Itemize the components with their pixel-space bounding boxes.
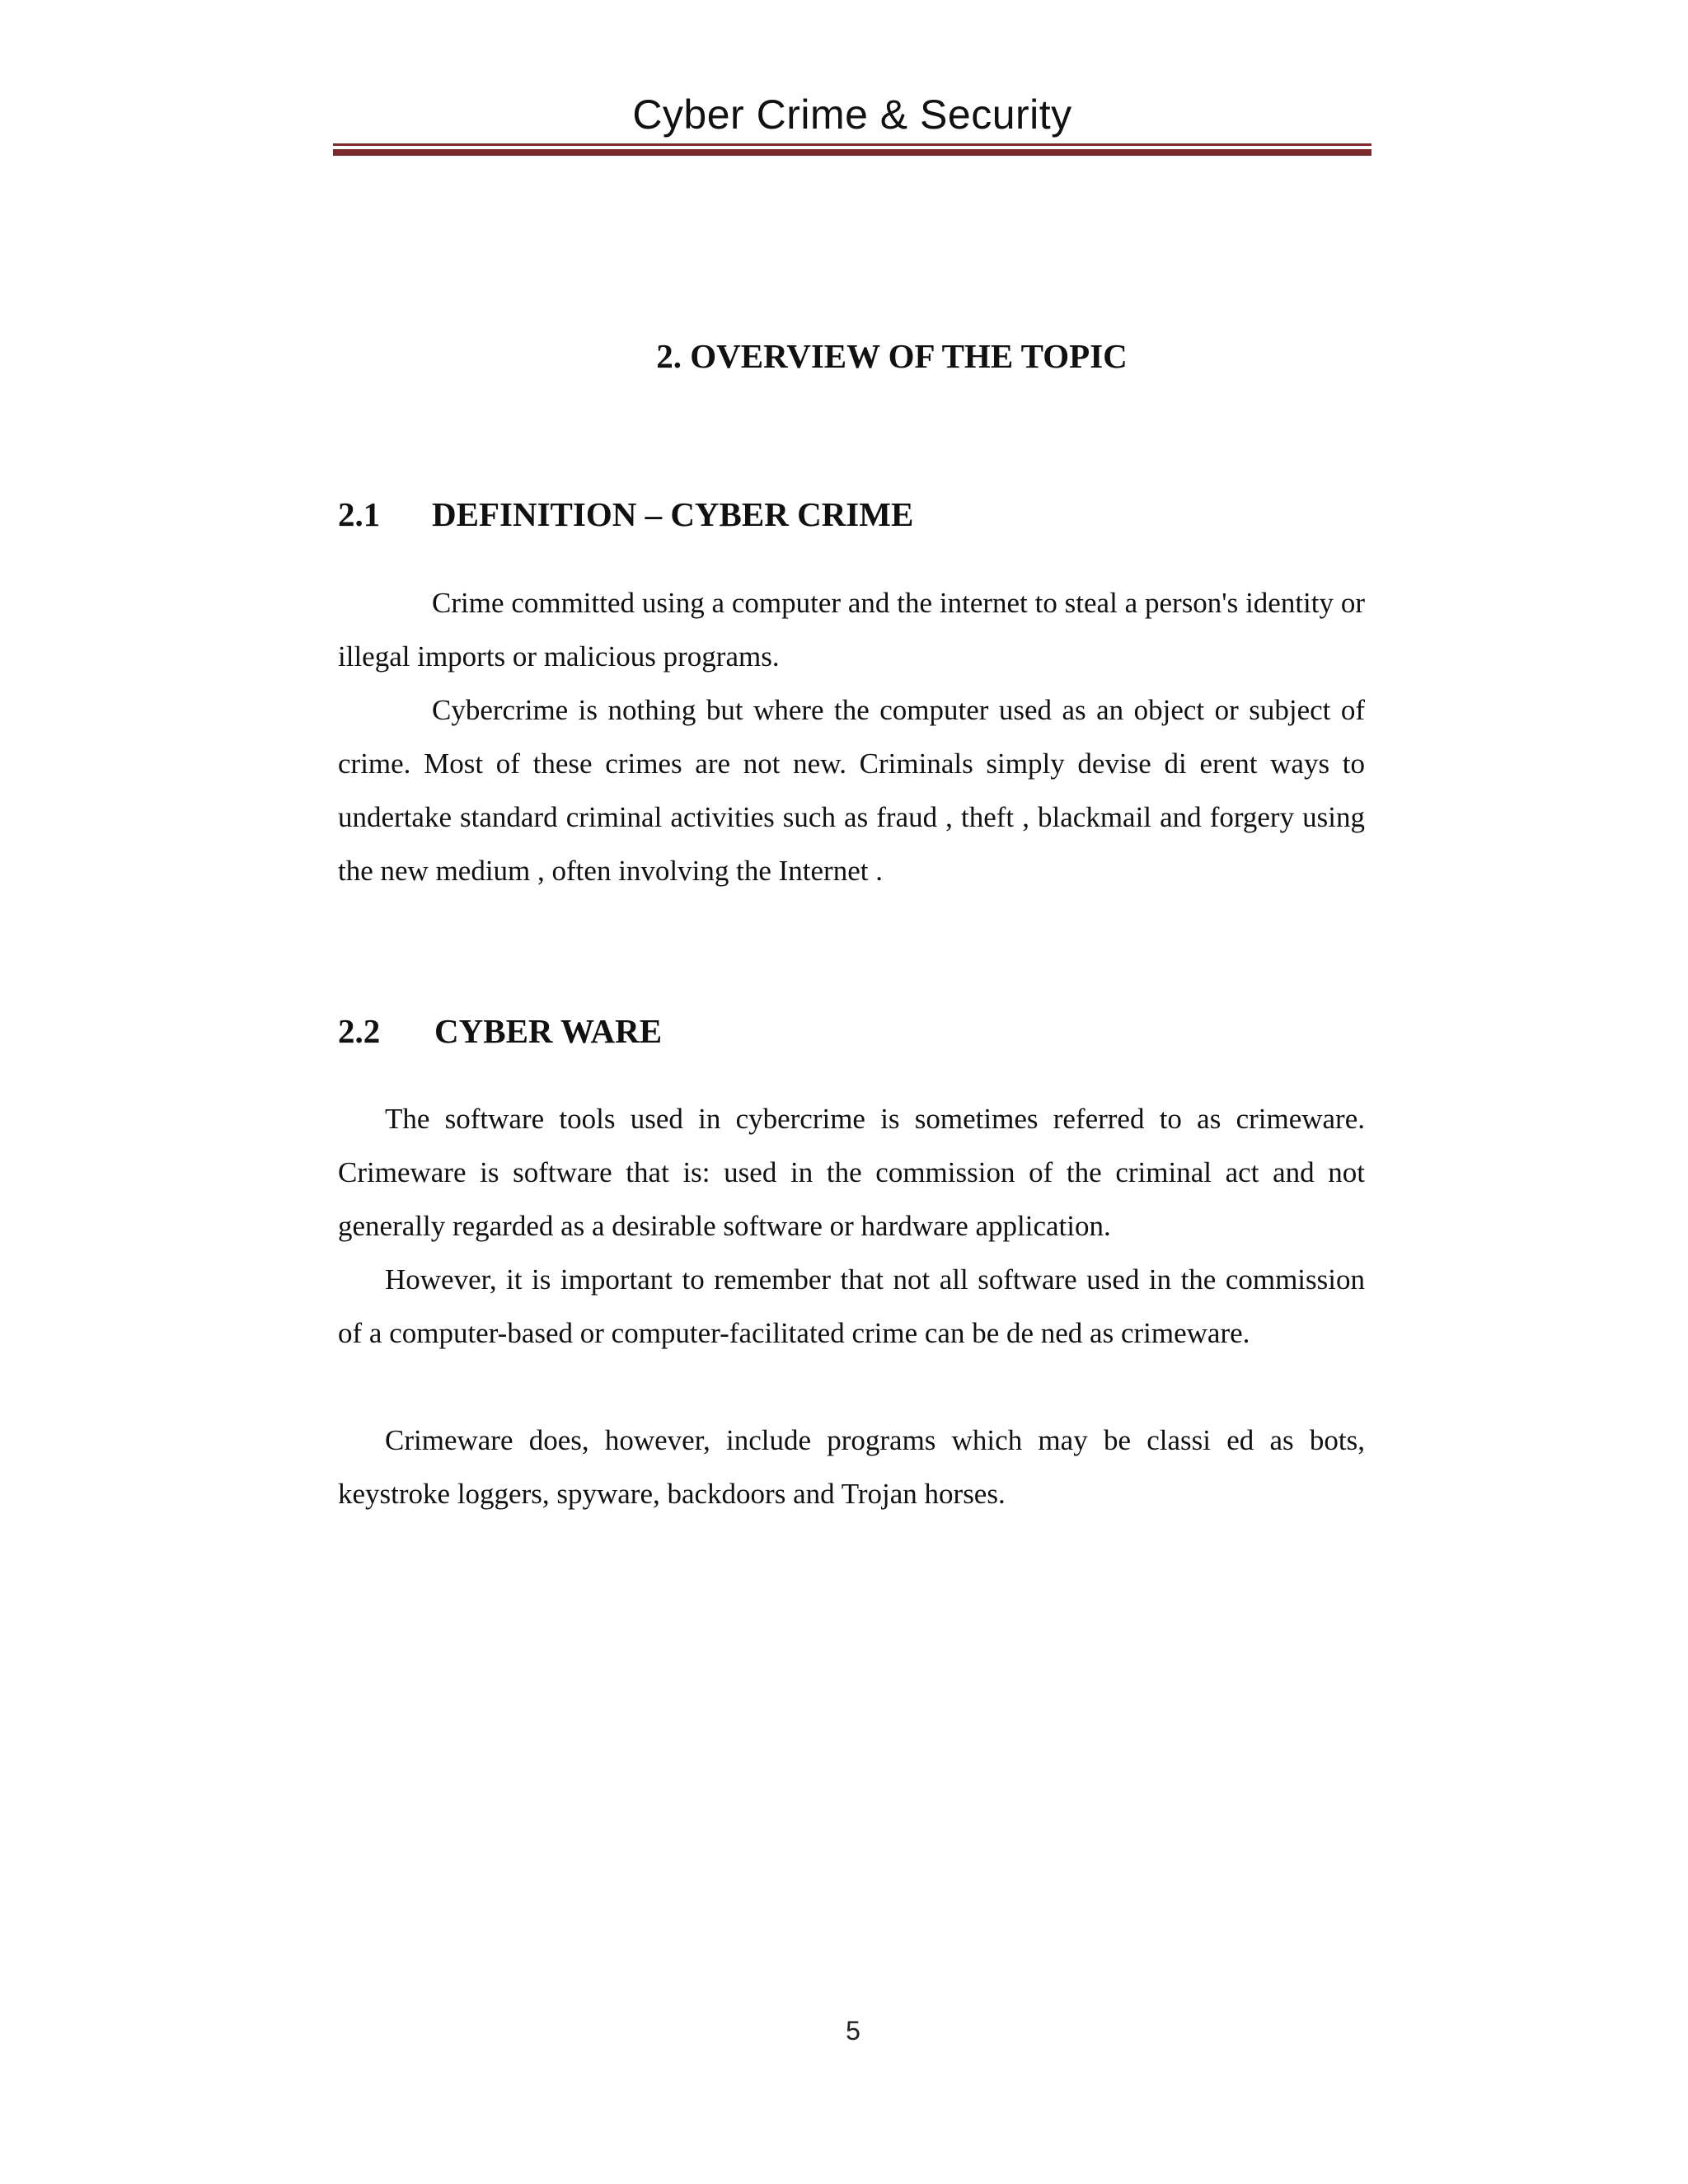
section-heading-definition xyxy=(338,492,913,537)
paragraph: However, it is important to remember that not all software used in the commission of a computer-based or computer-facilitated crime can be de ned as crimeware. xyxy=(338,1263,1365,1349)
paragraph: Cybercrime is nothing but where the computer used as an object or subject of crime. Most of these crimes are not new. Criminals simply devise di erent ways to undertake standard criminal activities such as fraud , theft , blackmail and forgery using the new medium , often involving the Internet . xyxy=(338,694,1365,887)
running-header-title: Cyber Crime & Security xyxy=(632,91,1072,138)
header-rule-thin xyxy=(333,143,1372,146)
section-number: 2.2 xyxy=(338,1012,381,1050)
chapter-title: 2. OVERVIEW OF THE TOPIC xyxy=(656,337,1128,376)
paragraph: Crime committed using a computer and the internet to steal a person's identity or illegal imports or malicious programs. xyxy=(338,587,1365,673)
paragraph: Crimeware does, however, include programs which may be classi ed as bots, keystroke loggers, spyware, backdoors and Trojan horses. xyxy=(338,1424,1365,1510)
header-rule-thick xyxy=(333,149,1372,156)
section-heading-cyber-ware xyxy=(338,1009,662,1053)
paragraph: The software tools used in cybercrime is sometimes referred to as crimeware. Crimeware is software that is: used in the commission of the criminal act and not generally regarded as a desirable software or hardware application. xyxy=(338,1103,1365,1242)
section-title: CYBER WARE xyxy=(434,1012,663,1050)
section-number: 2.1 xyxy=(338,495,381,533)
page-number: 5 xyxy=(846,2016,860,2046)
section-title: DEFINITION – CYBER CRIME xyxy=(432,495,914,533)
